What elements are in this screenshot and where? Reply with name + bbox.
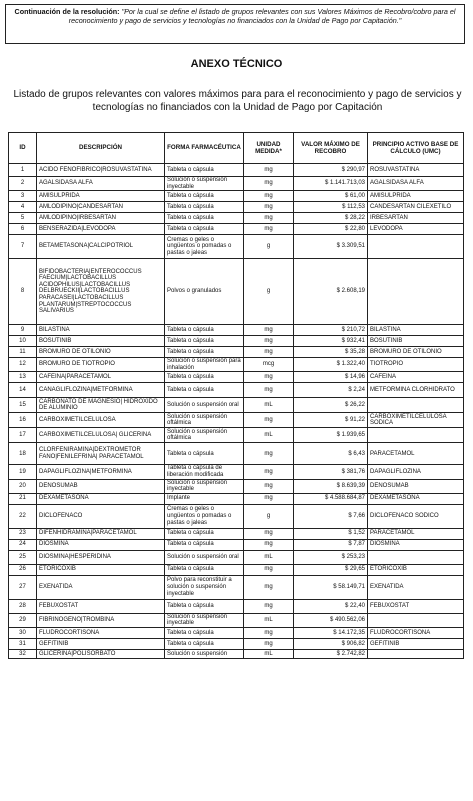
- cell-active-ingredient: [368, 649, 464, 658]
- cell-description: CARBOXIMETILCELULOSA| GLICERINA: [37, 428, 165, 443]
- cell-description: CAFEINA|PARACETAMOL: [37, 372, 165, 383]
- cell-unit: mg: [244, 575, 294, 599]
- table-row: [9, 383, 464, 398]
- cell-max-value: $ 35,28: [294, 347, 368, 358]
- annex-title: ANEXO TÉCNICO: [190, 58, 283, 70]
- col-header-form: FORMA FARMACÉUTICA: [165, 133, 244, 164]
- cell-max-value: $ 7,87: [294, 539, 368, 550]
- cell-max-value: $ 290,97: [294, 164, 368, 177]
- cell-active-ingredient: ROSUVASTATINA: [368, 164, 464, 177]
- cell-id: 13: [9, 372, 37, 383]
- resolution-header-box: [5, 4, 465, 44]
- cell-active-ingredient: AGALSIDASA ALFA: [368, 177, 464, 191]
- cell-form: Tableta o cápsula: [165, 372, 244, 383]
- cell-description: CARBOXIMETILCELULOSA: [37, 413, 165, 428]
- cell-unit: mL: [244, 398, 294, 413]
- cell-active-ingredient: PARACETAMOL: [368, 443, 464, 465]
- cell-active-ingredient: TIOTROPIO: [368, 358, 464, 372]
- table-row: [9, 372, 464, 383]
- cell-max-value: $ 2.742,82: [294, 649, 368, 658]
- cell-id: 23: [9, 528, 37, 539]
- cell-max-value: $ 7,66: [294, 504, 368, 528]
- table-row: [9, 336, 464, 347]
- cell-id: 14: [9, 383, 37, 398]
- header-label: Continuación de la resolución:: [14, 7, 120, 16]
- cell-form: Tableta o cápsula: [165, 213, 244, 224]
- cell-active-ingredient: DICLOFENACO SODICO: [368, 504, 464, 528]
- cell-id: 28: [9, 599, 37, 613]
- cell-max-value: $ 4.588.684,87: [294, 493, 368, 504]
- cell-form: Solución o suspensión inyectable: [165, 613, 244, 627]
- table-row: [9, 413, 464, 428]
- cell-max-value: $ 1,52: [294, 528, 368, 539]
- cell-id: 15: [9, 398, 37, 413]
- cell-description: DIOSMINA: [37, 539, 165, 550]
- cell-active-ingredient: DAPAGLIFLOZINA: [368, 465, 464, 479]
- cell-id: 3: [9, 191, 37, 202]
- table-row: [9, 539, 464, 550]
- cell-id: 8: [9, 259, 37, 325]
- cell-unit: mg: [244, 347, 294, 358]
- cell-form: Tableta o cápsula: [165, 336, 244, 347]
- cell-form: Tableta o cápsula de liberación modificada: [165, 465, 244, 479]
- cell-unit: mg: [244, 638, 294, 649]
- cell-id: 4: [9, 202, 37, 213]
- cell-unit: mg: [244, 383, 294, 398]
- cell-active-ingredient: PARACETAMOL: [368, 528, 464, 539]
- table-row: [9, 575, 464, 599]
- cell-form: Polvo para reconstituir a solución o suspensión inyectable: [165, 575, 244, 599]
- cell-active-ingredient: [368, 613, 464, 627]
- cell-description: ETORICOXIB: [37, 564, 165, 575]
- cell-description: GEFITINIB: [37, 638, 165, 649]
- table-row: [9, 164, 464, 177]
- cell-id: 11: [9, 347, 37, 358]
- cell-description: BILASTINA: [37, 325, 165, 336]
- cell-id: 6: [9, 224, 37, 235]
- cell-description: CANAGLIFLOZINA|METFORMINA: [37, 383, 165, 398]
- cell-description: AMISULPRIDA: [37, 191, 165, 202]
- cell-max-value: $ 253,23: [294, 550, 368, 564]
- cell-active-ingredient: CARBOXIMETILCELULOSA SODICA: [368, 413, 464, 428]
- cell-unit: mg: [244, 177, 294, 191]
- cell-unit: mg: [244, 213, 294, 224]
- cell-unit: mg: [244, 528, 294, 539]
- cell-max-value: $ 14,96: [294, 372, 368, 383]
- cell-active-ingredient: [368, 398, 464, 413]
- cell-id: 2: [9, 177, 37, 191]
- cell-id: 9: [9, 325, 37, 336]
- cell-unit: mg: [244, 224, 294, 235]
- cell-unit: mg: [244, 564, 294, 575]
- cell-form: Implante: [165, 493, 244, 504]
- cell-description: AMLODIPINO|CANDESARTAN: [37, 202, 165, 213]
- cell-form: Solución o suspensión oftálmica: [165, 428, 244, 443]
- cell-id: 1: [9, 164, 37, 177]
- cell-unit: mL: [244, 649, 294, 658]
- table-row: [9, 465, 464, 479]
- table-row: [9, 235, 464, 259]
- cell-description: AGALSIDASA ALFA: [37, 177, 165, 191]
- table-row: [9, 550, 464, 564]
- cell-description: FLUDROCORTISONA: [37, 627, 165, 638]
- col-header-active-ingredient: PRINCIPIO ACTIVO BASE DE CÁLCULO (UMC): [368, 133, 464, 164]
- cell-form: Tableta o cápsula: [165, 539, 244, 550]
- cell-id: 30: [9, 627, 37, 638]
- cell-form: Tableta o cápsula: [165, 627, 244, 638]
- cell-id: 5: [9, 213, 37, 224]
- cell-id: 29: [9, 613, 37, 627]
- cell-max-value: $ 1.141.713,03: [294, 177, 368, 191]
- cell-description: BROMURO DE OTILONIO: [37, 347, 165, 358]
- cell-form: Tableta o cápsula: [165, 528, 244, 539]
- cell-description: DICLOFENACO: [37, 504, 165, 528]
- cell-description: BENSERAZIDA|LEVODOPA: [37, 224, 165, 235]
- cell-active-ingredient: IRBESARTAN: [368, 213, 464, 224]
- table-row: [9, 479, 464, 493]
- cell-active-ingredient: FEBUXOSTAT: [368, 599, 464, 613]
- cell-max-value: $ 3.309,51: [294, 235, 368, 259]
- cell-form: Tableta o cápsula: [165, 191, 244, 202]
- cell-unit: mg: [244, 372, 294, 383]
- table-row: [9, 325, 464, 336]
- header-quote: "Por la cual se define el listado de grupos relevantes con sus Valores Máximos de Recobro/cobro para el reconocimiento y pago de servicios y tecnologías no financiados con la Unidad de Pago por Capitación.": [68, 7, 456, 25]
- cell-form: Tableta o cápsula: [165, 224, 244, 235]
- cell-unit: mg: [244, 443, 294, 465]
- cell-description: FIBRINOGENO|TROMBINA: [37, 613, 165, 627]
- cell-id: 10: [9, 336, 37, 347]
- cell-description: BIFIDOBACTERIA|ENTEROCOCCUS FAECIUM|LACTOBACILLUS ACIDOPHILUS|LACTOBACILLUS DELBRUECKII|LACTOBACILLUS PARACASEI|LACTOBACILLUS PLANTARUM|STREPTOCOCCUS SALIVARIUS: [37, 259, 165, 325]
- table-row: [9, 443, 464, 465]
- cell-max-value: $ 29,65: [294, 564, 368, 575]
- table-row: [9, 358, 464, 372]
- cell-unit: mg: [244, 493, 294, 504]
- cell-id: 12: [9, 358, 37, 372]
- cell-form: Solución o suspensión inyectable: [165, 479, 244, 493]
- cell-id: 16: [9, 413, 37, 428]
- cell-description: DIOSMINA|HESPERIDINA: [37, 550, 165, 564]
- cell-description: BOSUTINIB: [37, 336, 165, 347]
- cell-id: 18: [9, 443, 37, 465]
- cell-form: Cremas o geles o ungüentos o pomadas o pastas o jaleas: [165, 504, 244, 528]
- table-row: [9, 398, 464, 413]
- cell-id: 22: [9, 504, 37, 528]
- cell-max-value: $ 1.939,65: [294, 428, 368, 443]
- cell-max-value: $ 14.172,35: [294, 627, 368, 638]
- cell-max-value: $ 58.149,71: [294, 575, 368, 599]
- cell-unit: mg: [244, 202, 294, 213]
- cell-unit: mg: [244, 479, 294, 493]
- cell-form: Solución o suspensión oral: [165, 550, 244, 564]
- cell-max-value: $ 932,41: [294, 336, 368, 347]
- cell-form: Tableta o cápsula: [165, 564, 244, 575]
- cell-description: EXENATIDA: [37, 575, 165, 599]
- cell-unit: mg: [244, 627, 294, 638]
- col-header-description: DESCRIPCIÓN: [37, 133, 165, 164]
- cell-max-value: $ 28,22: [294, 213, 368, 224]
- cell-description: DIFENHIDRAMINA|PARACETAMOL: [37, 528, 165, 539]
- cell-active-ingredient: EXENATIDA: [368, 575, 464, 599]
- table-row: [9, 224, 464, 235]
- cell-id: 27: [9, 575, 37, 599]
- cell-active-ingredient: FLUDROCORTISONA: [368, 627, 464, 638]
- cell-active-ingredient: DEXAMETASONA: [368, 493, 464, 504]
- cell-id: 19: [9, 465, 37, 479]
- cell-form: Solución o suspensión oral: [165, 398, 244, 413]
- cell-unit: mL: [244, 428, 294, 443]
- cell-unit: g: [244, 235, 294, 259]
- table-row: [9, 649, 464, 658]
- cell-id: 32: [9, 649, 37, 658]
- cell-form: Solución o suspensión para inhalación: [165, 358, 244, 372]
- cell-max-value: $ 112,53: [294, 202, 368, 213]
- cell-max-value: $ 26,22: [294, 398, 368, 413]
- cell-active-ingredient: BROMURO DE OTILONIO: [368, 347, 464, 358]
- cell-form: Tableta o cápsula: [165, 202, 244, 213]
- cell-unit: mg: [244, 413, 294, 428]
- cell-unit: mg: [244, 191, 294, 202]
- cell-max-value: $ 6,43: [294, 443, 368, 465]
- cell-max-value: $ 381,76: [294, 465, 368, 479]
- cell-active-ingredient: [368, 235, 464, 259]
- table-row: [9, 528, 464, 539]
- cell-form: Tableta o cápsula: [165, 599, 244, 613]
- cell-unit: g: [244, 504, 294, 528]
- cell-max-value: $ 490.562,06: [294, 613, 368, 627]
- table-row: [9, 627, 464, 638]
- table-row: [9, 493, 464, 504]
- cell-description: DENOSUMAB: [37, 479, 165, 493]
- cell-form: Tableta o cápsula: [165, 347, 244, 358]
- cell-active-ingredient: DIOSMINA: [368, 539, 464, 550]
- cell-active-ingredient: [368, 428, 464, 443]
- cell-max-value: $ 22,40: [294, 599, 368, 613]
- table-row: [9, 202, 464, 213]
- cell-description: DEXAMETASONA: [37, 493, 165, 504]
- cell-unit: mL: [244, 550, 294, 564]
- cell-id: 25: [9, 550, 37, 564]
- cell-unit: mcg: [244, 358, 294, 372]
- cell-form: Polvos o granulados: [165, 259, 244, 325]
- cell-form: Tableta o cápsula: [165, 325, 244, 336]
- cell-active-ingredient: ETORICOXIB: [368, 564, 464, 575]
- table-row: [9, 613, 464, 627]
- cell-unit: mg: [244, 325, 294, 336]
- table-row: [9, 213, 464, 224]
- cell-unit: g: [244, 259, 294, 325]
- cell-max-value: $ 2,24: [294, 383, 368, 398]
- document-subtitle: Listado de grupos relevantes con valores máximos para para el reconocimiento y pago de servicios y tecnologías no financiados con la Unidad de Pago por Capitación: [13, 89, 462, 113]
- cell-id: 20: [9, 479, 37, 493]
- cell-form: Solución o suspensión: [165, 649, 244, 658]
- table-row: [9, 428, 464, 443]
- cell-description: AMLODIPINO|IRBESARTAN: [37, 213, 165, 224]
- cell-form: Tableta o cápsula: [165, 638, 244, 649]
- cell-unit: mg: [244, 336, 294, 347]
- cell-id: 24: [9, 539, 37, 550]
- cell-id: 26: [9, 564, 37, 575]
- table-row: [9, 564, 464, 575]
- cell-active-ingredient: METFORMINA CLORHIDRATO: [368, 383, 464, 398]
- cell-form: Tableta o cápsula: [165, 383, 244, 398]
- cell-active-ingredient: BILASTINA: [368, 325, 464, 336]
- cell-description: CLORFENIRAMINA|DEXTROMETOR FANO|FENILEFRINA| PARACETAMOL: [37, 443, 165, 465]
- drug-values-table: [8, 132, 464, 659]
- cell-description: CARBONATO DE MAGNESIO| HIDROXIDO DE ALUMINIO: [37, 398, 165, 413]
- cell-form: Cremas o geles o ungüentos o pomadas o pastas o jaleas: [165, 235, 244, 259]
- cell-id: 21: [9, 493, 37, 504]
- cell-form: Tableta o cápsula: [165, 443, 244, 465]
- cell-active-ingredient: DENOSUMAB: [368, 479, 464, 493]
- col-header-max-value: VALOR MÁXIMO DE RECOBRO: [294, 133, 368, 164]
- table-row: [9, 638, 464, 649]
- col-header-unit: UNIDAD MEDIDA*: [244, 133, 294, 164]
- table-row: [9, 177, 464, 191]
- cell-unit: mg: [244, 465, 294, 479]
- cell-max-value: $ 1.322,40: [294, 358, 368, 372]
- cell-max-value: $ 210,72: [294, 325, 368, 336]
- table-row: [9, 504, 464, 528]
- cell-unit: mg: [244, 539, 294, 550]
- table-header-row: [9, 133, 464, 164]
- cell-form: Tableta o cápsula: [165, 164, 244, 177]
- cell-id: 31: [9, 638, 37, 649]
- cell-description: ACIDO FENOFIBRICO|ROSUVASTATINA: [37, 164, 165, 177]
- cell-description: FEBUXOSTAT: [37, 599, 165, 613]
- cell-active-ingredient: CAFEINA: [368, 372, 464, 383]
- cell-unit: mg: [244, 164, 294, 177]
- cell-active-ingredient: BOSUTINIB: [368, 336, 464, 347]
- cell-active-ingredient: AMISULPRIDA: [368, 191, 464, 202]
- cell-active-ingredient: LEVODOPA: [368, 224, 464, 235]
- cell-description: DAPAGLIFLOZINA|METFORMINA: [37, 465, 165, 479]
- table-row: [9, 347, 464, 358]
- cell-form: Solución o suspensión inyectable: [165, 177, 244, 191]
- table-row: [9, 191, 464, 202]
- cell-form: Solución o suspensión oftálmica: [165, 413, 244, 428]
- cell-active-ingredient: [368, 550, 464, 564]
- cell-id: 7: [9, 235, 37, 259]
- cell-id: 17: [9, 428, 37, 443]
- cell-description: GLICERINA|POLISORBATO: [37, 649, 165, 658]
- cell-max-value: $ 8.639,39: [294, 479, 368, 493]
- table-row: [9, 599, 464, 613]
- col-header-id: ID: [9, 133, 37, 164]
- cell-max-value: $ 61,00: [294, 191, 368, 202]
- cell-unit: mg: [244, 599, 294, 613]
- cell-active-ingredient: GEFITINIB: [368, 638, 464, 649]
- cell-unit: mL: [244, 613, 294, 627]
- cell-max-value: $ 91,22: [294, 413, 368, 428]
- cell-description: BETAMETASONA|CALCIPOTRIOL: [37, 235, 165, 259]
- table-row: [9, 259, 464, 325]
- cell-max-value: $ 22,80: [294, 224, 368, 235]
- cell-active-ingredient: CANDESARTAN CILEXETILO: [368, 202, 464, 213]
- cell-max-value: $ 906,82: [294, 638, 368, 649]
- cell-description: BROMURO DE TIOTROPIO: [37, 358, 165, 372]
- cell-active-ingredient: [368, 259, 464, 325]
- cell-max-value: $ 2.608,19: [294, 259, 368, 325]
